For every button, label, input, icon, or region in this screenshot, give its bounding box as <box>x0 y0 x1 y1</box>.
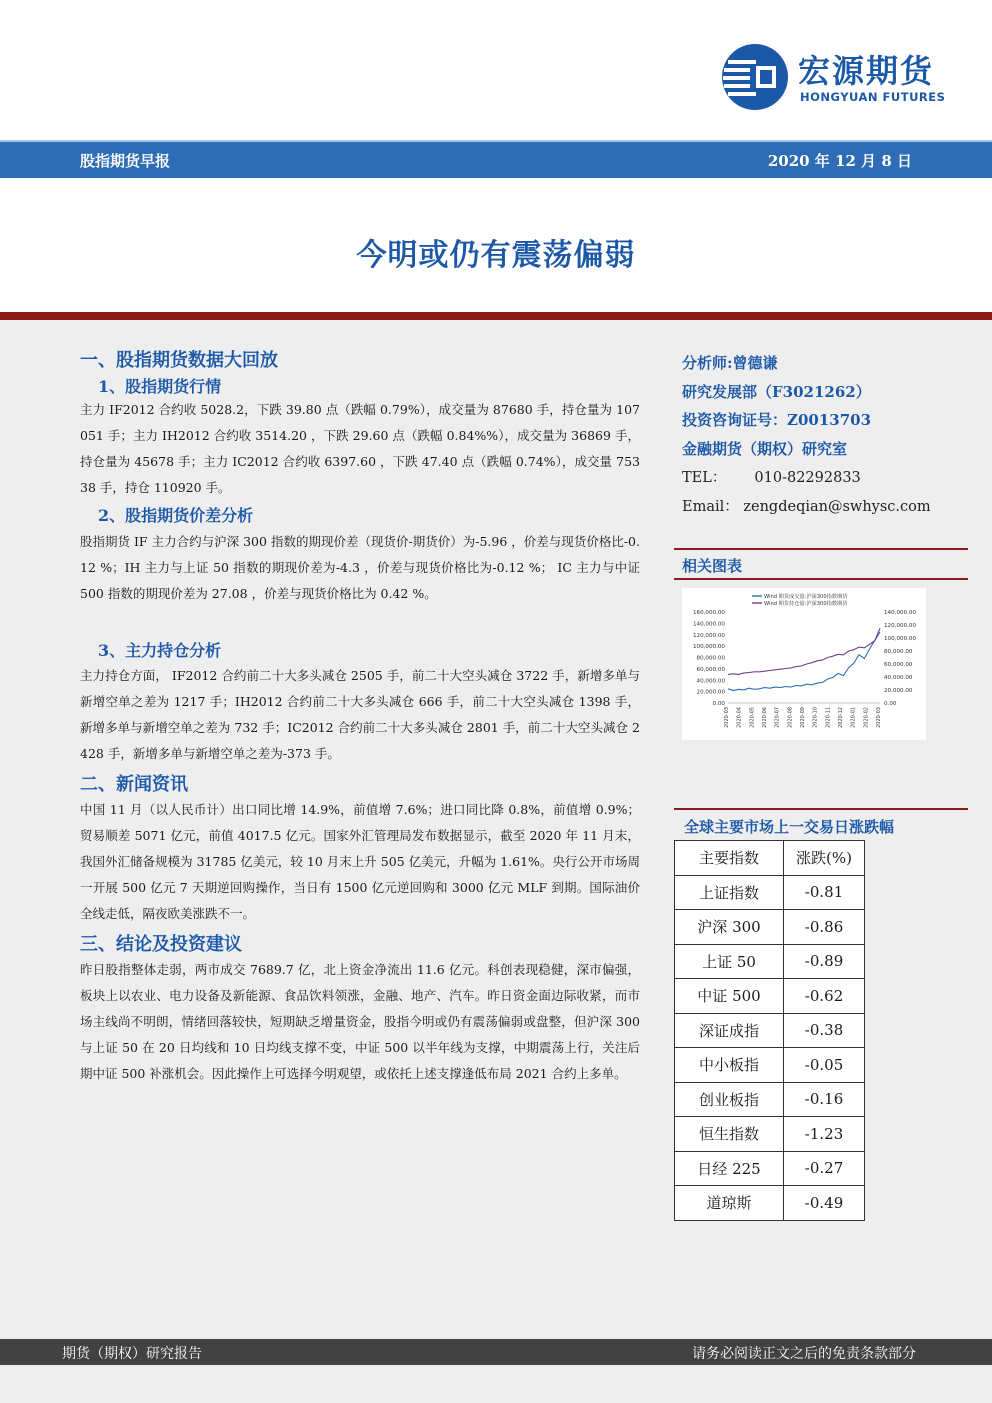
x-tick-label: 2020-10 <box>812 707 819 728</box>
title-divider <box>0 312 992 320</box>
y-right-tick-label: 80,000.00 <box>884 649 913 655</box>
index-name-cell: 上证 50 <box>675 944 784 979</box>
table-row <box>675 875 865 910</box>
analyst-info <box>682 352 972 523</box>
x-tick-label: 2020-05 <box>749 707 756 728</box>
chart-section-title: 相关图表 <box>682 557 743 575</box>
x-tick-label: 2020-03 <box>724 707 730 728</box>
subheading-spread: 2、股指期货价差分析 <box>98 506 254 525</box>
section-heading-news: 二、新闻资讯 <box>80 774 188 795</box>
paragraph-news: 中国 11 月（以人民币计）出口同比增 14.9%，前值增 7.6%；进口同比降 0.8%，前值增 0.9%；贸易顺差 5071 亿元，前值 4017.5 亿元。国家外汇管理局发布数据显示，截至 2020 年 11 月末，我国外汇储备规模为 31785 亿美元，较 10 月末上升 505 亿美元，升幅为 1.61%。央行公开市场周一开展 500 亿元 7 天期逆回购操作，当日有 1500 亿元逆回购和 3000 亿元 MLF 到期。国际油价全线走低，隔夜欧美涨跌不一。 <box>80 802 640 921</box>
x-tick-label: 2020-07 <box>774 707 781 728</box>
report-type: 股指期货早报 <box>80 152 171 170</box>
y-right-tick-label: 140,000.00 <box>884 610 917 616</box>
y-left-tick-label: 20,000.00 <box>696 689 725 696</box>
index-name-cell: 深证成指 <box>675 1013 784 1048</box>
x-tick-label: 2020-08 <box>787 707 794 728</box>
futures-chart-svg <box>682 588 926 740</box>
brand-name-cn: 宏源期货 <box>798 52 935 90</box>
x-tick-label: 2020-02 <box>863 707 870 728</box>
footer-band <box>0 1339 992 1365</box>
market-index-table <box>674 840 865 1221</box>
table-row <box>675 1048 865 1083</box>
report-header-band <box>0 140 992 178</box>
table-row <box>675 910 865 945</box>
brand-logo <box>720 42 970 112</box>
report-date: 2020 年 12 月 8 日 <box>767 152 912 170</box>
index-name-cell: 创业板指 <box>675 1082 784 1117</box>
paragraph-position: 主力持仓方面， IF2012 合约前二十大多头减仓 2505 手，前二十大空头减仓 3722 手，新增多单与新增空单之差为 1217 手；IH2012 合约前二十大多头减仓 666 手，前二十大空头减仓 1398 手，新增多单与新增空单之差为 732 手；IC2012 合约前二十大多头减仓 2801 手，前二十大空头减仓 2428 手，新增多单与新增空单之差为-373 手。 <box>80 668 640 761</box>
table-row <box>675 1186 865 1221</box>
y-left-tick-label: 100,000.00 <box>692 644 725 651</box>
index-name-cell: 中证 500 <box>675 979 784 1014</box>
page-title: 今明或仍有震荡偏弱 <box>356 238 636 273</box>
chart-top-rule <box>674 548 968 550</box>
index-change-cell: -0.86 <box>784 910 865 945</box>
table-header-row <box>675 841 865 876</box>
y-left-tick-label: 120,000.00 <box>692 632 725 639</box>
analyst-email-row <box>682 495 972 524</box>
series-line-1 <box>728 628 880 674</box>
index-change-cell: -0.81 <box>784 875 865 910</box>
section-heading-review: 一、股指期货数据大回放 <box>80 350 278 371</box>
index-change-cell: -0.62 <box>784 979 865 1014</box>
email-label: Email： <box>682 498 739 515</box>
table-row <box>675 1151 865 1186</box>
y-right-tick-label: 100,000.00 <box>884 636 917 642</box>
index-change-cell: -0.49 <box>784 1186 865 1221</box>
y-right-tick-label: 0.00 <box>884 701 897 707</box>
market-table-title: 全球主要市场上一交易日涨跌幅 <box>684 818 895 836</box>
analyst-office: 金融期货（期权）研究室 <box>682 439 848 458</box>
y-right-tick-label: 120,000.00 <box>884 623 917 629</box>
table-row <box>675 1082 865 1117</box>
analyst-name: 分析师:曾德谦 <box>682 354 778 372</box>
index-change-cell: -0.16 <box>784 1082 865 1117</box>
index-name-cell: 沪深 300 <box>675 910 784 945</box>
x-tick-label: 2020-06 <box>762 707 768 728</box>
page-top-area <box>0 0 992 140</box>
index-change-cell: -0.89 <box>784 944 865 979</box>
analyst-dept: 研究发展部（F3021262） <box>682 382 871 401</box>
table-header-cell: 涨跌(%) <box>784 841 865 876</box>
y-right-tick-label: 20,000.00 <box>884 688 913 694</box>
index-name-cell: 日经 225 <box>675 1151 784 1186</box>
x-tick-label: 2020-01 <box>850 707 857 728</box>
index-change-cell: -0.05 <box>784 1048 865 1083</box>
x-tick-label: 2020-11 <box>825 707 832 728</box>
y-left-tick-label: 60,000.00 <box>696 666 725 673</box>
section-heading-conclusion: 三、结论及投资建议 <box>80 934 242 955</box>
tel-label: TEL： <box>682 470 727 486</box>
brand-name-en: HONGYUAN FUTURES <box>800 90 946 104</box>
x-tick-label: 2020-09 <box>800 707 806 728</box>
y-right-tick-label: 40,000.00 <box>884 675 913 681</box>
futures-chart <box>682 588 926 740</box>
footer-disclaimer-note: 请务必阅读正文之后的免责条款部分 <box>692 1346 916 1362</box>
hongyuan-logo-icon <box>720 42 790 112</box>
table-row <box>675 1013 865 1048</box>
y-left-tick-label: 40,000.00 <box>696 678 725 685</box>
index-change-cell: -0.27 <box>784 1151 865 1186</box>
table-row <box>675 979 865 1014</box>
footer-report-type: 期货（期权）研究报告 <box>62 1346 202 1362</box>
paragraph-conclusion: 昨日股指整体走弱，两市成交 7689.7 亿，北上资金净流出 11.6 亿元。科创表现稳健，深市偏强，板块上以农业、电力设备及新能源、食品饮料领涨，金融、地产、汽车。昨日资金面边际收紧，而市场主线尚不明朗，情绪回落较快，短期缺乏增量资金，股指今明或仍有震荡偏弱或盘整，但沪深 300 与上证 50 在 20 日均线和 10 日均线支撑不变，中证 500 以半年线为支撑，中期震荡上行，关注后期中证 500 补涨机会。因此操作上可选择今明观望，或依托上述支撑逢低布局 2021 合约上多单。 <box>80 962 640 1081</box>
paragraph-market: 主力 IF2012 合约收 5028.2，下跌 39.80 点（跌幅 0.79%），成交量为 87680 手，持仓量为 107051 手；主力 IH2012 合约收 3514.20 ，下跌 29.60 点（跌幅 0.84%%），成交量为 36869 手，持仓量为 45678 手；主力 IC2012 合约收 6397.60 ，下跌 47.40 点（跌幅 0.74%），成交量 75338 手，持仓 110920 手。 <box>80 402 640 495</box>
x-tick-label: 2020-12 <box>838 707 844 728</box>
analyst-tel-row <box>682 466 972 495</box>
x-tick-label: 2020-04 <box>736 707 743 728</box>
index-name-cell: 上证指数 <box>675 875 784 910</box>
header-stripe <box>0 140 992 142</box>
y-right-tick-label: 60,000.00 <box>884 662 913 668</box>
index-name-cell: 恒生指数 <box>675 1117 784 1152</box>
table-row <box>675 1117 865 1152</box>
y-left-tick-label: 160,000.00 <box>692 610 725 616</box>
index-name-cell: 中小板指 <box>675 1048 784 1083</box>
title-area <box>0 178 992 312</box>
chart-title-rule <box>674 578 968 580</box>
table-top-rule <box>674 808 968 810</box>
legend-label: Wind 期货持仓量:沪深300指数期货 <box>764 601 848 607</box>
table-header-cell: 主要指数 <box>675 841 784 876</box>
subheading-market: 1、股指期货行情 <box>98 377 222 396</box>
table-row <box>675 944 865 979</box>
paragraph-spread: 股指期货 IF 主力合约与沪深 300 指数的期现价差（现货价-期货价）为-5.96 ，价差与现货价格比-0.12 %；IH 主力与上证 50 指数的期现价差为-4.3 ，价差与现货价格比为-0.12 %； IC 主力与中证 500 指数的期现价差为 27.08 ，价差与现货价格比为 0.42 %。 <box>80 534 640 601</box>
subheading-position: 3、主力持仓分析 <box>98 641 222 660</box>
legend-label: Wind 期货成交量:沪深300指数期货 <box>764 594 848 600</box>
y-left-tick-label: 0.00 <box>712 701 725 707</box>
series-line-0 <box>728 632 880 691</box>
index-change-cell: -1.23 <box>784 1117 865 1152</box>
x-tick-label: 2020-03 <box>876 707 882 728</box>
y-left-tick-label: 80,000.00 <box>696 655 725 662</box>
email-value[interactable]: zengdeqian@swhysc.com <box>743 498 931 515</box>
index-change-cell: -0.38 <box>784 1013 865 1048</box>
analyst-cert: 投资咨询证号：Z0013703 <box>682 411 872 429</box>
y-left-tick-label: 140,000.00 <box>692 621 725 628</box>
tel-value: 010-82292833 <box>754 470 861 486</box>
index-name-cell: 道琼斯 <box>675 1186 784 1221</box>
